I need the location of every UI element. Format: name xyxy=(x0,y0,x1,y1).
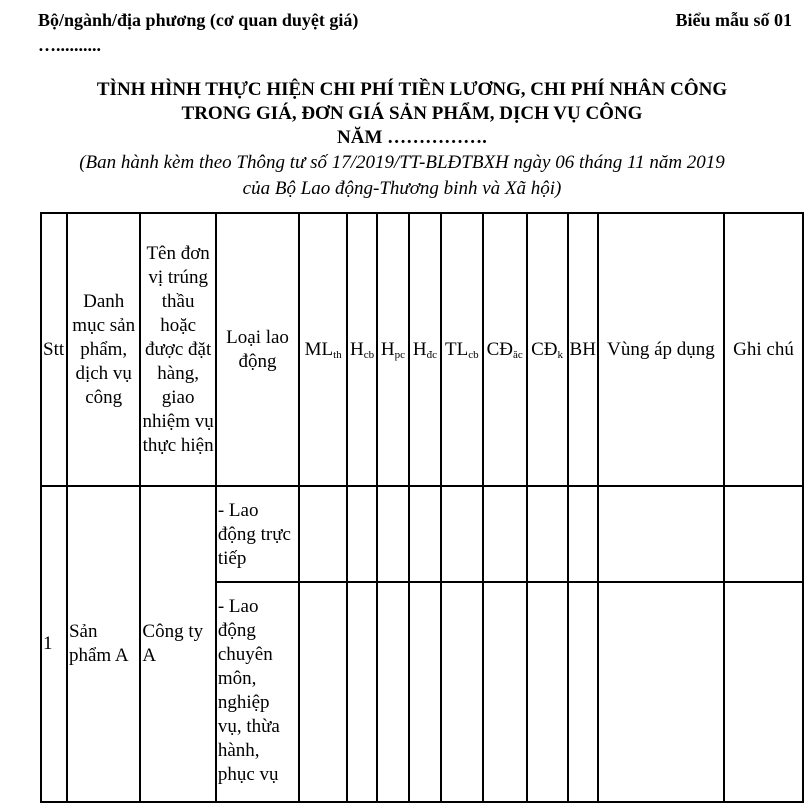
cell-labor-professional: - Lao động chuyên môn, nghiệp vụ, thừa hành, phục vụ xyxy=(216,582,299,802)
cell-empty xyxy=(441,582,483,802)
cell-empty xyxy=(724,582,803,802)
cell-empty xyxy=(441,486,483,582)
cell-empty xyxy=(598,582,724,802)
cell-empty xyxy=(483,486,527,582)
col-hdc: $H_{đc}$ xyxy=(409,213,441,486)
cell-stt: 1 xyxy=(41,486,67,802)
title-line-3: NĂM ……………. xyxy=(337,127,487,148)
cell-product: Sản phẩm A xyxy=(67,486,140,802)
table-row xyxy=(41,486,803,582)
col-bh: BH xyxy=(568,213,598,486)
cell-empty xyxy=(347,486,377,582)
col-cdk: $CĐ_k$ xyxy=(527,213,568,486)
col-ml: $ML_{th}$ xyxy=(299,213,347,486)
subtitle-line-2: của Bộ Lao động-Thương binh và Xã hội) xyxy=(242,178,562,199)
cell-empty xyxy=(347,582,377,802)
col-tlcb: $TL_{cb}$ xyxy=(441,213,483,486)
title-line-2: TRONG GIÁ, ĐƠN GIÁ SẢN PHẨM, DỊCH VỤ CÔNG xyxy=(181,103,643,124)
col-unit: Tên đơn vị trúng thầu hoặc được đặt hàng, giao nhiệm vụ thực hiện xyxy=(140,213,215,486)
cell-empty xyxy=(527,582,568,802)
cell-empty xyxy=(299,582,347,802)
cell-empty xyxy=(409,582,441,802)
table-header-row xyxy=(41,213,803,486)
subtitle-line-1: (Ban hành kèm theo Thông tư số 17/2019/TT-BLĐTBXH ngày 06 tháng 11 năm 2019 xyxy=(79,152,725,173)
cell-empty xyxy=(377,582,409,802)
cell-empty xyxy=(724,486,803,582)
cell-empty xyxy=(568,582,598,802)
cell-empty xyxy=(598,486,724,582)
col-labor-type: Loại lao động xyxy=(216,213,299,486)
cell-empty xyxy=(483,582,527,802)
document-title xyxy=(0,78,804,150)
cell-empty xyxy=(299,486,347,582)
cell-empty xyxy=(377,486,409,582)
col-cdac: $CĐ_{ăc}$ xyxy=(483,213,527,486)
col-note: Ghi chú xyxy=(724,213,803,486)
cell-empty xyxy=(409,486,441,582)
col-region: Vùng áp dụng xyxy=(598,213,724,486)
form-number: Biểu mẫu số 01 xyxy=(675,10,792,30)
document-subtitle xyxy=(0,150,804,202)
col-hcb: $H_{cb}$ xyxy=(347,213,377,486)
cell-unit: Công ty A xyxy=(140,486,215,802)
labor-cost-table xyxy=(40,212,804,803)
col-product: Danh mục sản phẩm, dịch vụ công xyxy=(67,213,140,486)
col-hpc: $H_{pc}$ xyxy=(377,213,409,486)
cell-empty xyxy=(568,486,598,582)
cell-empty xyxy=(527,486,568,582)
cell-labor-direct: - Lao động trực tiếp xyxy=(216,486,299,582)
title-line-1: TÌNH HÌNH THỰC HIỆN CHI PHÍ TIỀN LƯƠNG, CHI PHÍ NHÂN CÔNG xyxy=(96,79,728,100)
col-stt: Stt xyxy=(41,213,67,486)
agency-label: Bộ/ngành/địa phương (cơ quan duyệt giá) ….......... xyxy=(38,10,359,55)
